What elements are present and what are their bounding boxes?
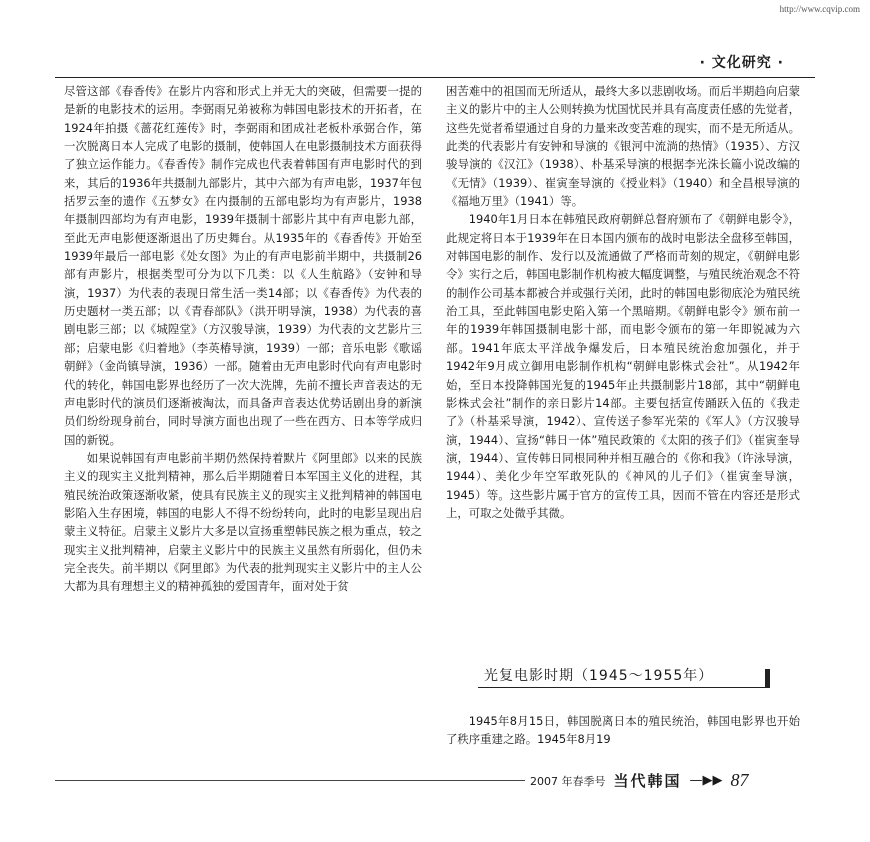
right-paragraph-3: 1945年8月15日，韩国脱离日本的殖民统治，韩国电影界也开始了秩序重建之路。1945年8月19 [446,714,800,747]
section-heading [478,665,770,688]
page-number: 87 [730,770,749,790]
footer-journal: 当代韩国 [613,772,682,790]
footer-rule [55,780,525,781]
section-heading-bar [765,669,770,687]
section-tag: · 文化研究 · [699,55,784,71]
left-column [64,82,422,596]
right-bottom-paragraph [446,712,800,749]
left-paragraph-1: 尽管这部《春香传》在影片内容和形式上并无大的突破，但需要一提的是新的电影技术的运用。李弼雨兄弟被称为韩国电影技术的开拓者，在1924年拍摄《蔷花红莲传》时，李弼雨和团成社老板朴承弼合作，第一次脱离日本人完成了电影的摄制，使韩国人在电影摄制技术方面获得了独立运作能力。《春香传》制作完成也代表着韩国有声电影时代的到来，其后的1936年共摄制九部影片，其中六部为有声电影，1937年包括罗云奎的遗作《五梦女》在内摄制的五部电影均为有声影片，1938年摄制四部均为有声电影，1939年摄制十部影片其中有声电影九部，至此无声电影便逐渐退出了历史舞台。从1935年的《春香传》开始至1939年最后一部电影《处女图》为止的有声电影前半期中，共摄制26部有声影片，根据类型可分为以下几类：以《人生航路》（安钟和导演，1937）为代表的表现日常生活一类14部；以《春香传》为代表的历史题材一类五部；以《青春部队》（洪开明导演，1938）为代表的喜剧电影三部；以《城隍堂》（方汉骏导演，1939）为代表的文艺影片三部；启蒙电影《归着地》（李英椿导演，1939）一部；音乐电影《歌谣朝鲜》（金尚镇导演，1936）一部。随着由无声电影时代向有声电影时代的转化，韩国电影界也经历了一次大洗牌，先前不擅长声音表达的无声电影时代的演员们逐渐被淘汰，而具备声音表达优势话剧出身的新演员们纷纷现身前台，同时导演方面也出现了一些在西方、日本等学成归国的新锐。 [64,84,422,447]
right-paragraph-2: 1940年1月日本在韩殖民政府朝鲜总督府颁布了《朝鲜电影令》，此规定将日本于1939年在日本国内颁布的战时电影法全盘移至韩国，对韩国电影的制作、发行以及流通做了严格而苛刻的规定，《朝鲜电影令》实行之后，韩国电影制作机构被大幅度调整，与殖民统治观念不符的制作公司基本都被合并或强行关闭，此时的韩国电影彻底沦为殖民统治工具，至此韩国电影史陷入第一个黑暗期。《朝鲜电影令》颁布前一年的1939年韩国摄制电影十部，而电影令颁布的第一年即锐减为六部。1941年底太平洋战争爆发后，日本殖民统治愈加强化，并于1942年9月成立御用电影制作机构“朝鲜电影株式会社”。从1942年始，至日本投降韩国光复的1945年止共摄制影片18部，其中“朝鲜电影株式会社”制作的亲日影片14部。主要包括宣传踊跃入伍的《我走了》（朴基采导演，1942）、宣传送子参军光荣的《军人》（方汉骏导演，1944）、宣扬“韩日一体”殖民政策的《太阳的孩子们》（崔寅奎导演，1944）、宣传韩日同根同种并相互融合的《你和我》（许泳导演，1944）、美化少年空军敢死队的《神风的儿子们》（崔寅奎导演，1945）等。这些影片属于官方的宣传工具，因而不管在内容还是形式上，可取之处微乎其微。 [446,212,800,520]
left-paragraph-2: 如果说韩国有声电影前半期仍然保持着默片《阿里郎》以来的民族主义的现实主义批判精神，那么后半期随着日本军国主义化的进程，其殖民统治政策逐渐收紧，使具有民族主义的现实主义批判精神的韩国电影陷入生存困境，韩国的电影人不得不纷纷转向，此时的电影呈现出启蒙主义特征。启蒙主义影片大多是以宣扬重塑韩民族之根为重点，较之现实主义批判精神，启蒙主义影片中的民族主义虽然有所弱化，但仍未完全丧失。前半期以《阿里郎》为代表的批判现实主义影片中的主人公大都为具有理想主义的精神孤独的爱国青年，面对处于贫 [64,450,422,594]
footer-arrow-icon: —▶▶ [689,773,723,788]
section-heading-text: 光复电影时期（1945～1955年） [484,668,714,684]
right-paragraph-1: 困苦难中的祖国而无所适从，最终大多以悲剧收场。而后半期趋向启蒙主义的影片中的主人公则转换为忧国忧民并具有高度责任感的先觉者，这些先觉者希望通过自身的力量来改变苦难的现实，而不是无所适从。此类的代表影片有安钟和导演的《银河中流淌的热情》（1935）、方汉骏导演的《汉江》（1938）、朴基采导演的根据李光洙长篇小说改编的《无情》（1939）、崔寅奎导演的《授业料》（1940）和全昌根导演的《福地万里》（1941）等。 [446,84,800,209]
top-rule [55,77,815,78]
footer [530,770,749,791]
watermark-url: http://www.cqvip.com [779,4,860,14]
right-column [446,82,800,522]
footer-issue: 2007 年春季号 [530,774,606,788]
